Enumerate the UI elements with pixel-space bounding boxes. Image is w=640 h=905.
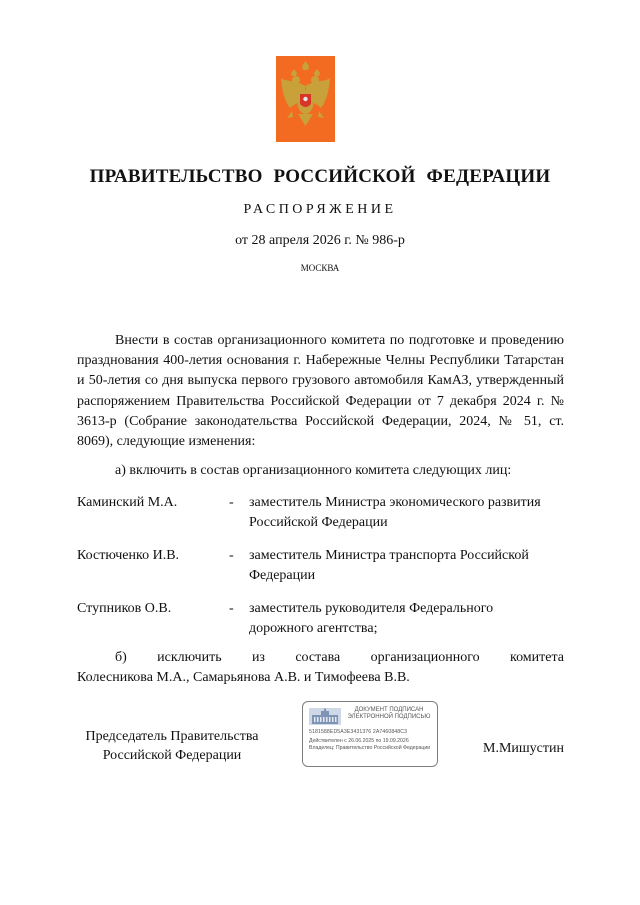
document-date-number: от 28 апреля 2026 г. № 986-р [235, 233, 405, 248]
stamp-serial: 5181588ED5A3E3431376 2A7460848C3 [309, 729, 408, 735]
member-position: заместитель Министра транспорта Российской Федерации [249, 548, 529, 583]
electronic-signature-stamp [302, 701, 438, 767]
member-name: Каминский М.А. [77, 495, 178, 510]
government-title: ПРАВИТЕЛЬСТВО РОССИЙСКОЙ ФЕДЕРАЦИИ [89, 166, 551, 187]
member-name: Костюченко И.В. [77, 548, 180, 563]
stamp-validity: Действителен с 26.06.2025 по 19.09.2026 [309, 738, 409, 744]
government-building-icon [309, 708, 341, 725]
item-b-text: б) исключить из состава организационного комитета [115, 650, 564, 665]
member-name: Ступников О.В. [77, 601, 172, 616]
signer-name: М.Мишустин [483, 741, 564, 756]
member-dash: - [229, 495, 234, 510]
item-a-text: а) включить в состав организационного комитета следующих лиц: [115, 463, 512, 478]
member-dash: - [229, 601, 234, 616]
item-b-excluded-names: Колесникова М.А., Самарьянова А.В. и Тимофеева В.В. [77, 670, 410, 685]
member-position: заместитель руководителя Федерального дорожного агентства; [249, 601, 494, 636]
member-position: заместитель Министра экономического развития Российской Федерации [249, 495, 541, 530]
document-city: МОСКВА [300, 263, 340, 273]
coat-of-arms-icon [276, 56, 335, 142]
intro-paragraph: Внести в состав организационного комитета по подготовке и проведению празднования 400-летия основания г. Набережные Челны Республики Татарстан и 50-летия со дня выпуска первого грузового автомобиля КамАЗ, утвержденный распоряжением Правительства Российской Федерации от 7 декабря 2024 г. № 3613-р (Собрание законодательства Российской Федерации, 2024, № 51, ст. 8069), следующие изменения: [77, 333, 564, 450]
stamp-heading: ДОКУМЕНТ ПОДПИСАН ЭЛЕКТРОННОЙ ПОДПИСЬЮ [347, 707, 431, 720]
member-dash: - [229, 548, 234, 563]
document-type: РАСПОРЯЖЕНИЕ [243, 202, 397, 217]
stamp-owner: Владелец: Правительство Российской Федерации [309, 745, 431, 751]
chair-title: Председатель Правительства Российской Федерации [85, 729, 259, 763]
